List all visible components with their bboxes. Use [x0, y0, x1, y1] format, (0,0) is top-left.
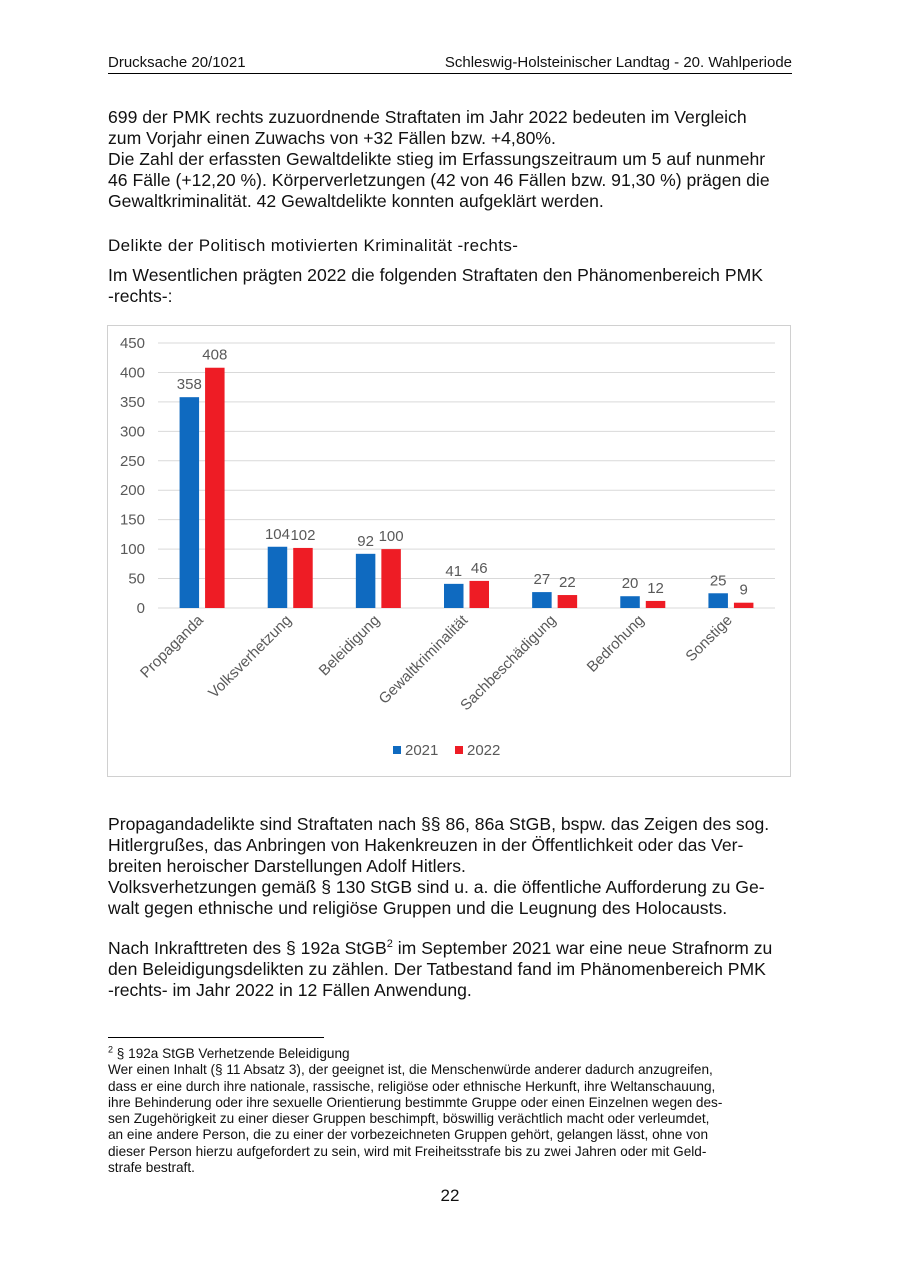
- x-tick-label: Propaganda: [137, 611, 207, 682]
- law-text: im September 2021 war eine neue Strafnorm zu: [392, 938, 773, 958]
- header-parliament: Schleswig-Holsteinischer Landtag - 20. Wahlperiode: [444, 54, 792, 71]
- law-text: Nach Inkrafttreten des § 192a StGB: [108, 938, 387, 958]
- footnote: [108, 1046, 798, 1176]
- chart-intro-line: Im Wesentlichen prägten 2022 die folgenden Straftaten den Phänomenbereich PMK: [108, 265, 763, 285]
- bar-2022: [734, 603, 754, 608]
- y-tick-label: 150: [119, 511, 145, 529]
- chart-intro-line: -rechts-:: [108, 286, 173, 306]
- data-label: 104: [264, 525, 290, 543]
- footnote-line: an eine andere Person, die zu einer der vorbezeichneten Gruppen gehört, gelangen lässt, ohne von: [108, 1127, 709, 1143]
- data-label: 358: [176, 376, 202, 394]
- header-document-number: Drucksache 20/1021: [108, 54, 246, 71]
- y-tick-label: 450: [119, 335, 145, 352]
- data-label: 92: [357, 532, 374, 550]
- footnote-line: Wer einen Inhalt (§ 11 Absatz 3), der geeignet ist, die Menschenwürde anderer dadurch anzugreifen,: [108, 1062, 713, 1078]
- explanation-line: walt gegen ethnische und religiöse Gruppen und die Leugnung des Holocausts.: [108, 898, 728, 918]
- footnote-title-line: [108, 1046, 798, 1062]
- x-tick-label: Sachbeschädigung: [457, 611, 560, 715]
- intro-line: 699 der PMK rechts zuzuordnende Straftaten im Jahr 2022 bedeuten im Vergleich: [108, 107, 747, 127]
- bar-2021: [268, 547, 288, 608]
- legend-swatch-2022: [455, 746, 463, 754]
- footnote-line: dieser Person hierzu aufgefordert zu sein, wird mit Freiheitsstrafe bis zu zwei Jahren oder mit Geld-: [108, 1143, 707, 1159]
- bar-2021: [532, 592, 552, 608]
- bar-2022: [470, 581, 490, 608]
- footnote-line: strafe bestraft.: [108, 1160, 195, 1176]
- intro-paragraph: [108, 107, 798, 212]
- chart-intro-paragraph: [108, 265, 798, 307]
- intro-line: Die Zahl der erfassten Gewaltdelikte stieg im Erfassungszeitraum um 5 auf nunmehr: [108, 149, 766, 169]
- bar-2021: [708, 593, 728, 608]
- bar-2022: [381, 549, 401, 608]
- footnote-line: sen Zugehörigkeit zu einer dieser Gruppen beschimpft, böswillig verächtlich macht oder verleumdet,: [108, 1111, 710, 1127]
- footnote-title: § 192a StGB Verhetzende Beleidigung: [113, 1046, 350, 1061]
- data-label: 408: [202, 346, 228, 364]
- intro-line: zum Vorjahr einen Zuwachs von +32 Fällen bzw. +4,80%.: [108, 128, 556, 148]
- bar-chart-svg: [108, 326, 790, 776]
- intro-line: 46 Fälle (+12,20 %). Körperverletzungen (42 von 46 Fällen bzw. 91,30 %) prägen die: [108, 170, 770, 190]
- bar-2021: [620, 596, 640, 608]
- x-tick-label: Gewaltkriminalität: [375, 611, 472, 708]
- intro-line: Gewaltkriminalität. 42 Gewaltdelikte konnten aufgeklärt werden.: [108, 191, 604, 211]
- page-number: 22: [440, 1186, 460, 1205]
- bar-2021: [444, 584, 464, 608]
- explanation-line: Propagandadelikte sind Straftaten nach §§ 86, 86a StGB, bspw. das Zeigen des sog.: [108, 814, 770, 834]
- data-label: 22: [559, 574, 576, 592]
- y-tick-label: 50: [128, 570, 145, 588]
- bar-2022: [646, 601, 666, 608]
- bar-2022: [205, 368, 225, 608]
- bar-2022: [558, 595, 578, 608]
- data-label: 46: [470, 559, 488, 577]
- legend-label: 2022: [467, 742, 501, 759]
- data-label: 12: [647, 579, 664, 597]
- data-label: 25: [709, 572, 727, 590]
- y-tick-label: 100: [119, 541, 145, 559]
- law-line: den Beleidigungsdelikten zu zählen. Der Tatbestand fand im Phänomenbereich PMK: [108, 959, 766, 979]
- data-label: 20: [621, 575, 639, 593]
- law-line: [108, 938, 798, 959]
- bar-2021: [180, 397, 200, 608]
- x-tick-label: Beleidigung: [315, 611, 384, 680]
- footnote-marker: 2: [108, 1044, 114, 1055]
- y-tick-label: 400: [119, 364, 145, 382]
- footnote-line: dass er eine durch ihre nationale, rassische, religiöse oder ethnische Herkunft, ihre Weltanschauung,: [108, 1078, 716, 1094]
- explanation-line: Hitlergrußes, das Anbringen von Hakenkreuzen in der Öffentlichkeit oder das Ver-: [108, 835, 744, 855]
- law-line: -rechts- im Jahr 2022 in 12 Fällen Anwendung.: [108, 980, 472, 1000]
- y-tick-label: 200: [119, 482, 145, 500]
- bar-chart: [107, 325, 791, 777]
- x-tick-label: Bedrohung: [583, 611, 648, 676]
- data-label: 102: [290, 526, 316, 544]
- header-rule: [108, 73, 792, 74]
- bar-2022: [293, 548, 313, 608]
- law-paragraph: [108, 938, 798, 1001]
- x-tick-label: Sonstige: [682, 611, 736, 666]
- explanation-line: breiten heroischer Darstellungen Adolf Hitlers.: [108, 856, 466, 876]
- bar-2021: [356, 554, 376, 608]
- data-label: 100: [378, 528, 404, 546]
- y-tick-label: 0: [136, 600, 145, 617]
- footnote-reference[interactable]: 2: [386, 938, 393, 951]
- legend-swatch-2021: [393, 746, 401, 754]
- footnote-line: ihre Behinderung oder ihre sexuelle Orientierung bestimmte Gruppe oder einen Einzelnen wegen des-: [108, 1094, 723, 1110]
- explanation-paragraph: [108, 814, 798, 919]
- y-tick-label: 350: [119, 393, 145, 411]
- y-tick-label: 250: [119, 452, 145, 470]
- explanation-line: Volksverhetzungen gemäß § 130 StGB sind u. a. die öffentliche Aufforderung zu Ge-: [108, 877, 765, 897]
- data-label: 27: [533, 571, 551, 589]
- footnote-rule: [108, 1037, 324, 1038]
- data-label: 9: [739, 581, 748, 599]
- section-title: Delikte der Politisch motivierten Kriminalität -rechts-: [108, 236, 519, 255]
- legend-label: 2021: [405, 742, 439, 759]
- y-tick-label: 300: [119, 423, 145, 441]
- data-label: 41: [445, 562, 463, 580]
- x-tick-label: Volksverhetzung: [205, 611, 296, 702]
